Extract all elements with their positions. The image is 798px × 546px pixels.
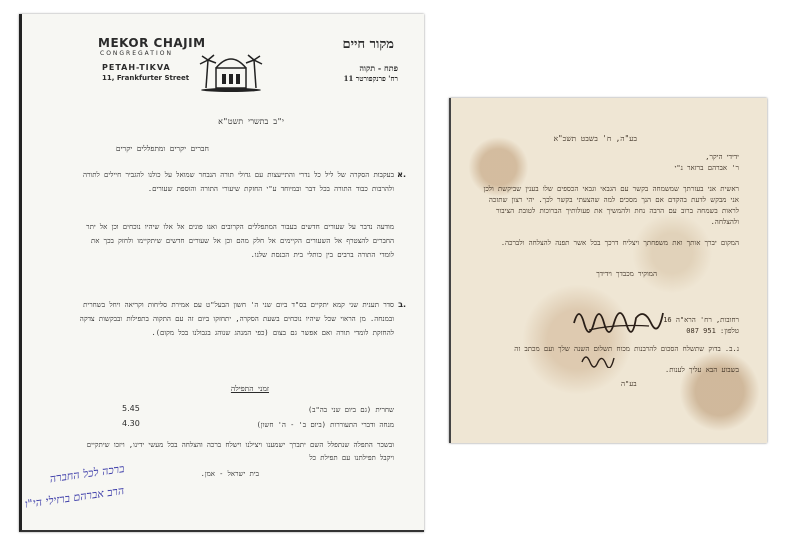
synagogue-logo-icon	[198, 46, 264, 92]
section-marker-a: א.	[397, 170, 406, 179]
schedule-time-shacharit: 5.45	[122, 404, 140, 413]
handwritten-note-line-2: הרב אברהם ברזילי הי"ו	[23, 484, 125, 511]
right-letter-date: בע"ה, ח' בשבט תשכ"א	[553, 134, 637, 143]
letterhead-address-en: 11, Frankfurter Street	[102, 74, 190, 82]
right-letter-blessing: המקום יברך אותך ואת משפחתך ויצליח דרכך בכל אשר תפנה להצלחה ולברכה.	[500, 239, 739, 247]
right-letter-postscript-2: בשבוע הבא עליך לענות.	[665, 366, 739, 374]
right-letter-address: רחובות, רח' הרא"ה 16	[663, 316, 739, 324]
section-a-text: בעקבות הסקרה של ליל כל נדרי והתייעצות עם גדולי תורה הנבחר שמואל על כולנו להגביר חיילים לתורה ולהרבות כבוד התורה בכל דבר ובמיוחד ע"י החזקת שיעורי התורה והוספת שעורים.	[82, 171, 394, 193]
letterhead-city-en: PETAH-TIKVA	[102, 63, 171, 72]
signature-icon	[569, 298, 669, 338]
schedule-row-shacharit: שחרית (גם ביום שני בה"ב)	[307, 406, 394, 414]
letterhead-address-he: רח' פרנקפורטר 11	[343, 74, 398, 83]
letter-right	[449, 98, 767, 443]
section-b-text: סדר תענית שני קמא יתקיים בס"ד ביום שני ה' חשון הבעל"ט עם אמירת סליחות וקריאה ויחל בשחרית ובמנחה. מן הראוי שכל שיהיו נוכחים בשעת הסקרה, יתחזקו ביום זה עם התקוה בתפילות ובבקשות צדקה להחזקת לומדי תורה ואם אפשר גם בצום (כפי המנהג שנוהג בגבולנו בכל מקום).	[79, 301, 394, 337]
letter-closing: ובשכר התפלה שנתפלל השם יתברך ישמענו ויצילנו וישלח ברכה והצלחה בכל מעשי ידינו, ויזכו שיתקיים ויקבל תפילתנו עם תפילת כל	[86, 441, 394, 462]
letter-closing-last: בית ישראל - אמן.	[200, 470, 259, 478]
letter-date: י"ב בתשרי תשט"א	[218, 117, 284, 126]
right-letter-initials: בע"ה	[621, 380, 637, 388]
letterhead-name-en: MEKOR CHAJIM	[98, 36, 206, 50]
right-letter-salutation-1: ידידי היקר,	[705, 153, 739, 161]
section-marker-b: ב.	[398, 300, 406, 309]
letter-left	[19, 14, 424, 532]
right-letter-body: ראשית אני בעזרתך שמשמחה בקשר עם הגבאי וגבאי הכספים שלו בענין שביקשת ולכן אני מבקש לדעת בהקדם אם הנך מסכים למה שהצעתי בקשר לכך. יהי רצון שתזכה לראות בשמחה ברוב עם הרבה נחת ולהמשיך את פעולותיך הברוכות לטובת הציבור ולהצלחה.	[483, 185, 739, 226]
schedule-time-mincha: 4.30	[122, 419, 140, 428]
letterhead-city-he: פתח - תקוה	[359, 63, 398, 73]
right-letter-salutation-2: ר' אברהם ברזאר נ"י	[674, 164, 739, 172]
right-letter-phone: טלפון: 951 087	[686, 327, 739, 335]
handwritten-note-line-1: ברכה לכל החברה	[48, 462, 125, 486]
right-letter-sign-off: המוקיר מכבדך וידידך	[596, 270, 657, 278]
handwritten-initials-icon	[579, 350, 619, 368]
letterhead-congregation-en: CONGREGATION	[100, 50, 173, 57]
schedule-heading: זמני התפילה	[230, 384, 269, 393]
schedule-row-mincha: מנחה ודברי התעוררות (ביום ב' - ה' חשון)	[256, 421, 394, 429]
section-a2-text: מודעה נדבר על שעורים חדשים בעבור המתפללים הקרובים ואנו פונים אל אלו שיהיו נוכחים וכן אל יתר החברים להצטרף אל השעורים הקיימים אל חלק מהם וכן אל שעורים חדשים שיתקיימו ולחזק בכך את לומדי התורה ברבים בין כותלי בית הכנסת שלנו.	[86, 223, 394, 259]
right-letter-postscript: נ.ב. בדוק שתשלח הסכום להרבנות מכוח תשלום השנה שלך ועם מכתב זה	[514, 345, 739, 353]
letter-greeting: חברים יקרים ומתפללים יקרים	[115, 144, 209, 153]
letterhead-name-he: מקור חיים	[342, 37, 394, 52]
